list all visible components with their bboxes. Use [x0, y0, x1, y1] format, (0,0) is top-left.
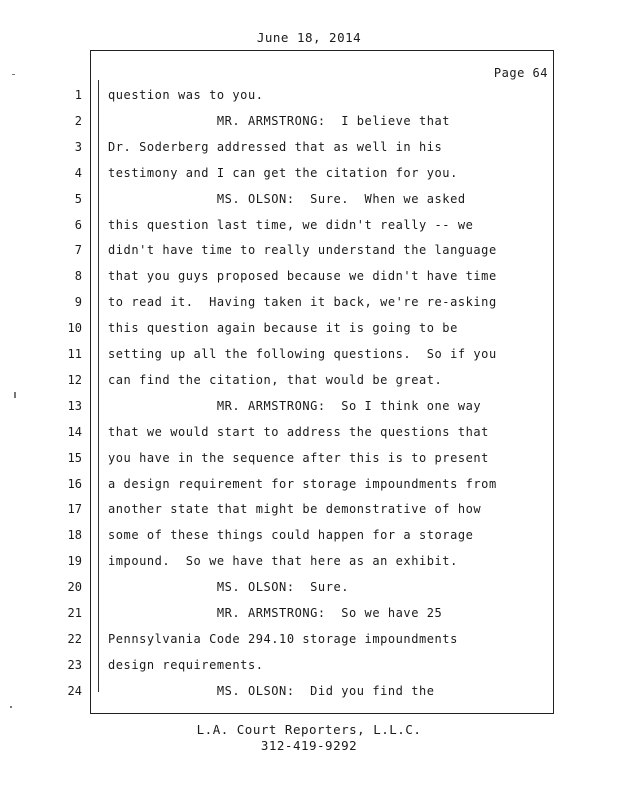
line-number: 13: [67, 399, 82, 413]
transcript-line: MS. OLSON: Sure. When we asked: [108, 192, 466, 206]
transcript-line: that we would start to address the questions that: [108, 425, 489, 439]
transcript-line: a design requirement for storage impoundments from: [108, 477, 497, 491]
line-number: 16: [67, 477, 82, 491]
line-number: 3: [74, 140, 82, 154]
scan-speck: [14, 392, 16, 398]
line-number: 24: [67, 684, 82, 698]
line-number: 6: [74, 218, 82, 232]
line-number: 11: [67, 347, 82, 361]
transcript-line: setting up all the following questions. So if you: [108, 347, 497, 361]
transcript-line: Dr. Soderberg addressed that as well in his: [108, 140, 443, 154]
line-number: 19: [67, 554, 82, 568]
line-number: 2: [74, 114, 82, 128]
line-number: 21: [67, 606, 82, 620]
line-number: 14: [67, 425, 82, 439]
line-number: 5: [74, 192, 82, 206]
transcript-line: this question last time, we didn't really -- we: [108, 218, 474, 232]
line-number: 1: [74, 88, 82, 102]
scan-speck: [12, 74, 15, 75]
transcript-line: that you guys proposed because we didn't have time: [108, 269, 497, 283]
transcript-line: Pennsylvania Code 294.10 storage impoundments: [108, 632, 458, 646]
line-number: 10: [67, 321, 82, 335]
transcript-line: another state that might be demonstrative of how: [108, 502, 482, 516]
transcript-line: some of these things could happen for a storage: [108, 528, 474, 542]
line-number: 18: [67, 528, 82, 542]
transcript-line: to read it. Having taken it back, we're re-asking: [108, 295, 497, 309]
reporter-company: L.A. Court Reporters, L.L.C.: [196, 722, 422, 737]
transcript-line: you have in the sequence after this is to present: [108, 451, 489, 465]
line-number: 7: [74, 243, 82, 257]
line-number: 17: [67, 502, 82, 516]
transcript-line: testimony and I can get the citation for you.: [108, 166, 458, 180]
transcript-line: MR. ARMSTRONG: So I think one way: [108, 399, 482, 413]
line-number: 8: [74, 269, 82, 283]
transcript-line: this question again because it is going to be: [108, 321, 458, 335]
transcript-line: MR. ARMSTRONG: I believe that: [108, 114, 451, 128]
scan-speck: [10, 706, 12, 708]
line-number: 20: [67, 580, 82, 594]
reporter-phone: 312-419-9292: [260, 738, 358, 753]
transcript-line: MS. OLSON: Sure.: [108, 580, 350, 594]
transcript-line: MR. ARMSTRONG: So we have 25: [108, 606, 443, 620]
line-number: 23: [67, 658, 82, 672]
transcript-date: June 18, 2014: [256, 30, 362, 45]
transcript-line: design requirements.: [108, 658, 264, 672]
transcript-line: MS. OLSON: Did you find the: [108, 684, 435, 698]
transcript-line: question was to you.: [108, 88, 264, 102]
line-number: 4: [74, 166, 82, 180]
line-number: 15: [67, 451, 82, 465]
line-number: 12: [67, 373, 82, 387]
page-number: Page 64: [493, 66, 548, 80]
transcript-line: can find the citation, that would be great.: [108, 373, 443, 387]
line-number: 22: [67, 632, 82, 646]
transcript-line: didn't have time to really understand the language: [108, 243, 497, 257]
line-number: 9: [74, 295, 82, 309]
transcript-line: impound. So we have that here as an exhibit.: [108, 554, 458, 568]
margin-rule: [98, 80, 99, 692]
